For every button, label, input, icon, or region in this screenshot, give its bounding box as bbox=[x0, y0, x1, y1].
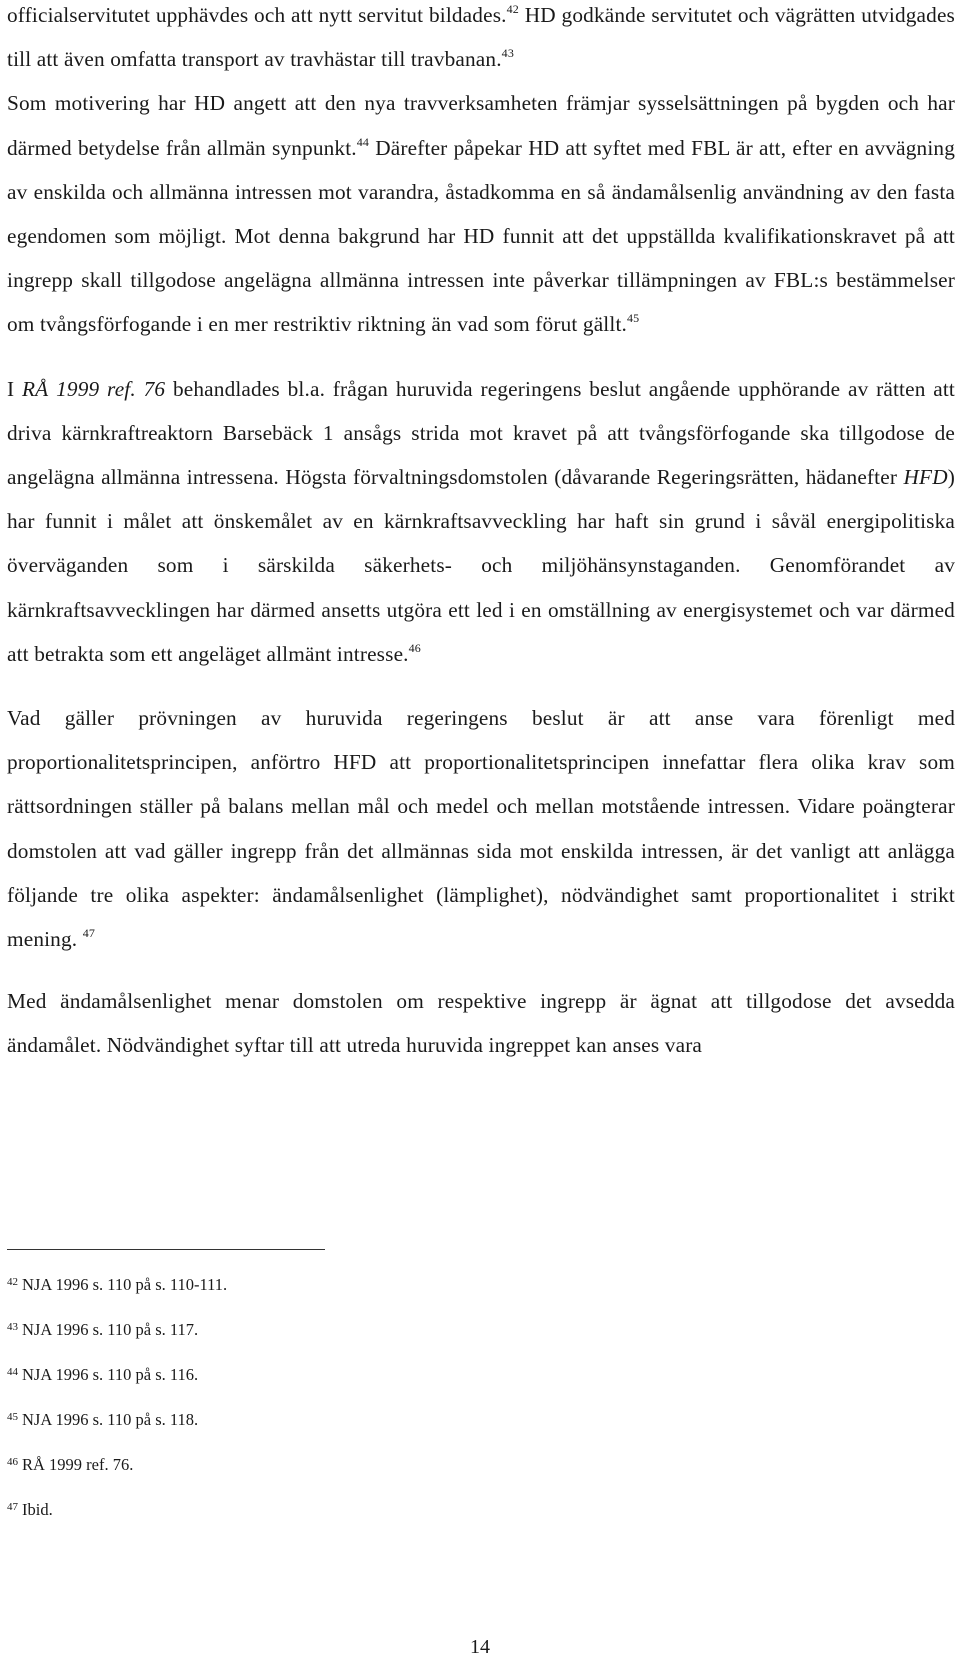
paragraph bbox=[7, 696, 955, 961]
paragraph bbox=[7, 81, 955, 346]
footnote bbox=[7, 1442, 607, 1487]
footnote-number: 47 bbox=[7, 1501, 18, 1513]
footnote-text: Ibid. bbox=[22, 1500, 53, 1519]
footnote bbox=[7, 1307, 607, 1352]
footnote bbox=[7, 1487, 607, 1532]
text-run: Vad gäller prövningen av huruvida regeringens beslut är att anse vara förenligt med proportionalitetsprincipen, anförtro HFD att proportionalitetsprincipen innefattar flera olika krav som rättsordningen ställer på balans mellan mål och medel och mellan motstående intressen. Vidare poängterar domstolen att vad gäller ingrepp från det allmännas sida mot enskilda intressen, är det vanligt att anlägga följande tre olika aspekter: ändamålsenlighet (lämplighet), nödvändighet samt proportionalitet i strikt mening. bbox=[7, 706, 955, 952]
footnote-reference: 46 bbox=[408, 640, 421, 655]
footnotes bbox=[7, 1262, 607, 1532]
text-run: I bbox=[7, 376, 23, 401]
footnote bbox=[7, 1352, 607, 1397]
footnote-reference: 47 bbox=[82, 926, 96, 941]
footnote-number: 42 bbox=[7, 1276, 18, 1288]
footnote-text: NJA 1996 s. 110 på s. 118. bbox=[22, 1410, 199, 1429]
paragraph bbox=[7, 979, 955, 1067]
footnote-number: 43 bbox=[7, 1321, 18, 1333]
text-run: ) har funnit i målet att önskemålet av en kärnkraftsavveckling har haft sin grund i såväl energipolitiska överväganden som i särskilda säkerhets- och miljöhänsynstaganden. Genomförandet av kärnkraftsavvecklingen har därmed ansetts utgöra ett led i en omställning av energisystemet och var därmed att betrakta som ett angeläget allmänt intresse. bbox=[7, 465, 955, 666]
text-run: Som motivering har HD angett att den nya travverksamheten främjar sysselsättningen på bygden och har därmed betydelse från allmän synpunkt. bbox=[7, 91, 955, 160]
footnote-text: RÅ 1999 ref. 76. bbox=[22, 1455, 134, 1474]
footnote-text: NJA 1996 s. 110 på s. 117. bbox=[22, 1320, 199, 1339]
footnote-text: NJA 1996 s. 110 på s. 110-111. bbox=[22, 1275, 228, 1294]
footnote-number: 44 bbox=[7, 1366, 18, 1378]
paragraph bbox=[7, 367, 955, 676]
page-number: 14 bbox=[470, 1636, 490, 1658]
footnote bbox=[7, 1262, 607, 1307]
footnote-separator bbox=[7, 1249, 325, 1250]
footnote-reference: 43 bbox=[501, 46, 514, 61]
footnote-reference: 42 bbox=[506, 2, 519, 16]
text-run: Därefter påpekar HD att syftet med FBL är att, efter en avvägning av enskilda och allmänna intressen mot varandra, åstadkomma en så ändamålsenlig användning av den fasta egendomen som möjligt. Mot denna bakgrund har HD funnit att det uppställda kvalifikationskravet på att ingrepp skall tillgodose angelägna allmänna intressen inte påverkar tillämpningen av FBL:s bestämmelser om tvångsförfogande i en mer restriktiv riktning än vad som förut gällt. bbox=[7, 135, 955, 337]
paragraph bbox=[7, 0, 955, 81]
text-run: behandlades bl.a. frågan huruvida regeringens beslut angående upphörande av rätten att driva kärnkraftreaktorn Barsebäck 1 ansågs strida mot kravet på att tvångsförfogande ska tillgodose de angelägna allmänna intressena. Högsta förvaltningsdomstolen (dåvarande Regeringsrätten, hädanefter bbox=[7, 376, 956, 490]
text-run: Med ändamålsenlighet menar domstolen om respektive ingrepp är ägnat att tillgodose det avsedda ändamålet. Nödvändighet syftar till att utreda huruvida ingreppet kan anses vara bbox=[7, 989, 955, 1058]
footnote-reference: 44 bbox=[356, 134, 370, 149]
italic-text: HFD bbox=[903, 465, 948, 490]
footnote-number: 45 bbox=[7, 1411, 18, 1423]
text-run: officialservitutet upphävdes och att nytt servitut bildades. bbox=[7, 3, 507, 27]
footnote-reference: 45 bbox=[627, 311, 640, 326]
footnote-number: 46 bbox=[7, 1456, 18, 1468]
footnote-text: NJA 1996 s. 110 på s. 116. bbox=[22, 1365, 199, 1384]
text-run: HD godkände servitutet och vägrätten utvidgades till att även omfatta transport av travhästar till travbanan. bbox=[7, 3, 955, 72]
footnote bbox=[7, 1397, 607, 1442]
italic-text: RÅ 1999 ref. 76 bbox=[22, 376, 166, 401]
body-text bbox=[7, 0, 955, 1068]
